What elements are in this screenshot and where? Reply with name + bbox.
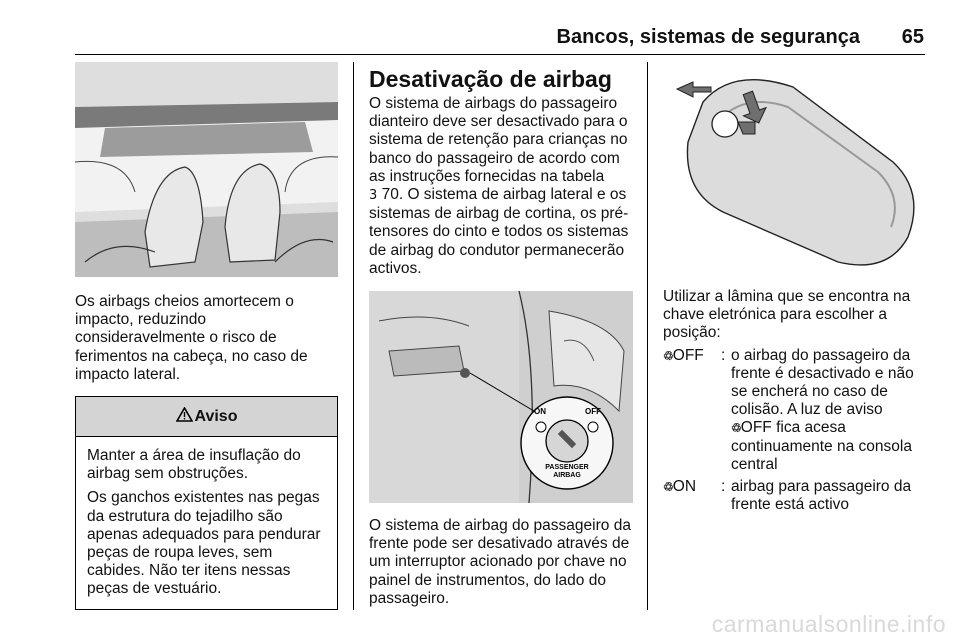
warning-paragraph: Os ganchos existentes nas pegas da estrutura do tejadilho são apenas adequados para pendurar peças de roupa leves, sem cabides. Não ter itens nessas peças de vestuário.: [87, 489, 321, 598]
key-paragraph: Utilizar a lâmina que se encontra na chave eletrónica para escolher a posição:: [663, 288, 911, 342]
warning-box: [75, 396, 338, 610]
warning-title: Aviso: [194, 407, 238, 425]
car-interior-illustration: [75, 62, 338, 277]
column-3: [663, 62, 925, 514]
definition-desc-text-cont: OFF fica acesa continuamente na consola central: [731, 419, 912, 473]
definition-term-label: ON: [672, 478, 697, 496]
section-heading: Desativação de airbag: [369, 66, 612, 92]
column-divider: [353, 62, 354, 610]
watermark: carmanualsonline.info: [711, 611, 946, 637]
definition-term: [663, 347, 721, 474]
warning-triangle-icon: [176, 407, 193, 427]
figure-electronic-key: [663, 62, 925, 274]
column-2: [369, 62, 633, 608]
definition-desc-text: o airbag do passageiro da frente é desactivado e não se encherá no caso de colisão. A luz de aviso: [731, 346, 914, 419]
definition-desc-text: airbag para passageiro da frente está activo: [731, 478, 912, 514]
column-divider: [647, 62, 648, 610]
switch-on-label: ON: [534, 407, 546, 417]
child-seat-airbag-icon: ♲: [731, 421, 741, 436]
warning-paragraph: Manter a área de insuflação do airbag sem obstruções.: [87, 447, 301, 483]
warning-body: [76, 437, 337, 609]
definition-term: [663, 478, 721, 514]
page-header: [0, 26, 960, 50]
switch-caption-line1: PASSENGER: [545, 464, 589, 472]
deactivation-paragraph: [369, 95, 633, 278]
switch-caption-line2: AIRBAG: [553, 472, 581, 480]
header-title: Bancos, sistemas de segurança: [556, 26, 860, 48]
definition-desc: [731, 347, 925, 474]
header-rule: [75, 54, 925, 55]
figure-caption: O sistema de airbag do passageiro da frente pode ser desativado através de um interruptor acionado por chave no painel de instrumentos, do lado do passageiro.: [369, 517, 631, 607]
definition-off: [663, 347, 925, 474]
column-1: [75, 62, 338, 610]
child-seat-airbag-icon: ♲: [663, 480, 673, 495]
figure-car-interior-curtain-airbags: [75, 62, 338, 277]
switch-off-label: OFF: [585, 407, 601, 417]
door-panel-illustration: [369, 291, 633, 503]
child-seat-airbag-icon: ♲: [663, 348, 673, 363]
definition-colon: :: [721, 346, 726, 364]
electronic-key-illustration: [663, 62, 925, 274]
page-number: 65: [901, 26, 924, 48]
deactivation-text-cont: 70. O sistema de airbag lateral e os sistemas de airbag de cortina, os pré-tensores do cinto e todos os sistemas de airbag do condutor permanecerão activos.: [369, 186, 629, 277]
airbag-paragraph: Os airbags cheios amortecem o impacto, reduzindo consideravelmente o risco de ferimentos na cabeça, no caso de impacto lateral.: [75, 293, 308, 383]
definition-colon: :: [721, 478, 726, 496]
deactivation-text: O sistema de airbags do passageiro dianteiro deve ser desactivado para o sistema de retenção para crianças no banco do passageiro de acordo com as instruções fornecidas na tabela: [369, 95, 628, 185]
figure-passenger-airbag-switch: [369, 291, 633, 503]
definition-term-label: OFF: [672, 346, 704, 364]
arrow-right-icon: 3: [369, 188, 378, 204]
warning-header: [76, 397, 337, 437]
definition-on: [663, 478, 925, 514]
definition-desc: [731, 478, 925, 514]
